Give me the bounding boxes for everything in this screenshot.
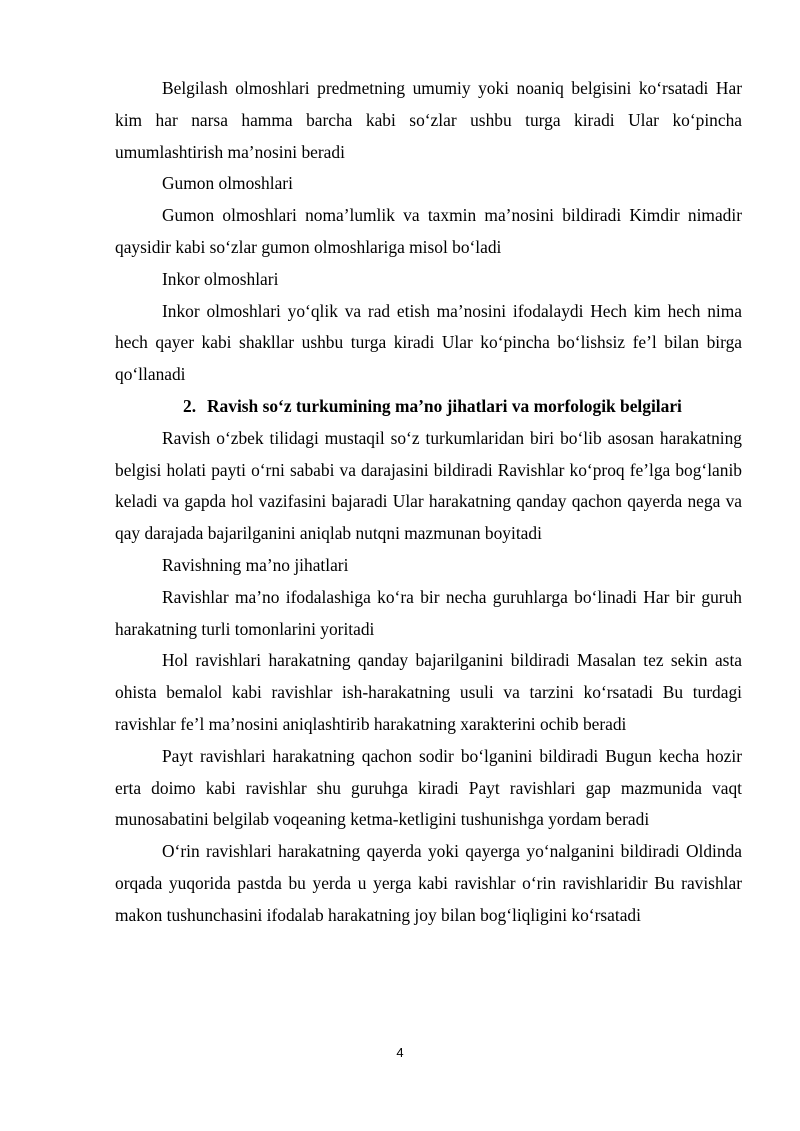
paragraph-indefinite-pronouns: Belgilash olmoshlari predmetning umumiy yoki noaniq belgisini ko‘rsatadi Har kim har narsa hamma barcha kabi so‘zlar ushbu turga kiradi Ular ko‘pincha umumlashtirish ma’nosini beradi <box>115 78 742 162</box>
subheading-inkor-olmoshlari: Inkor olmoshlari <box>162 268 279 289</box>
page-body <box>115 73 742 932</box>
section-title: Ravish so‘z turkumining ma’no jihatlari va morfologik belgilari <box>207 395 682 416</box>
subheading-gumon-olmoshlari: Gumon olmoshlari <box>162 173 293 194</box>
subheading-ravish-mano: Ravishning ma’no jihatlari <box>162 554 349 575</box>
paragraph-hol-ravishlari: Hol ravishlari harakatning qanday bajarilganini bildiradi Masalan tez sekin asta ohista bemalol kabi ravishlar ish-harakatning usuli va tarzini ko‘rsatadi Bu turdagi ravishlar fe’l ma’nosini aniqlashtirib harakatning xarakterini ochib beradi <box>115 650 742 734</box>
paragraph-ravish-groups: Ravishlar ma’no ifodalashiga ko‘ra bir necha guruhlarga bo‘linadi Har bir guruh harakatning turli tomonlarini yoritadi <box>115 586 742 639</box>
page-number: 4 <box>396 1045 404 1060</box>
paragraph-payt-ravishlari: Payt ravishlari harakatning qachon sodir bo‘lganini bildiradi Bugun kecha hozir erta doimo kabi ravishlar shu guruhga kiradi Payt ravishlari gap mazmunida vaqt munosabatini belgilab voqeaning ketma-ketligini tushunishga yordam beradi <box>115 745 742 830</box>
paragraph-orin-ravishlari: O‘rin ravishlari harakatning qayerda yoki qayerga yo‘nalganini bildiradi Oldinda orqada yuqorida pastda bu yerda u yerga kabi ravishlar o‘rin ravishlaridir Bu ravishlar makon tushunchasini ifodalab harakatning joy bilan bog‘liqligini ko‘rsatadi <box>115 841 742 925</box>
paragraph-gumon-olmoshlari: Gumon olmoshlari noma’lumlik va taxmin ma’nosini bildiradi Kimdir nimadir qaysidir kabi so‘zlar gumon olmoshlariga misol bo‘ladi <box>115 205 742 257</box>
paragraph-ravish-intro: Ravish o‘zbek tilidagi mustaqil so‘z turkumlaridan biri bo‘lib asosan harakatning belgisi holati payti o‘rni sababi va darajasini bildiradi Ravishlar ko‘proq fe’lga bog‘lanib keladi va gapda hol vazifasini bajaradi Ular harakatning qanday qachon qayerda nega va qay darajada bajarilganini aniqlab nutqni mazmunan boyitadi <box>115 427 742 544</box>
section-heading <box>115 391 742 423</box>
paragraph-inkor-olmoshlari: Inkor olmoshlari yo‘qlik va rad etish ma’nosini ifodalaydi Hech kim hech nima hech qayer kabi shakllar ushbu turga kiradi Ular ko‘pincha bo‘lishsiz fe’l bilan birga qo‘llanadi <box>115 300 742 385</box>
section-number: 2. <box>183 395 197 416</box>
